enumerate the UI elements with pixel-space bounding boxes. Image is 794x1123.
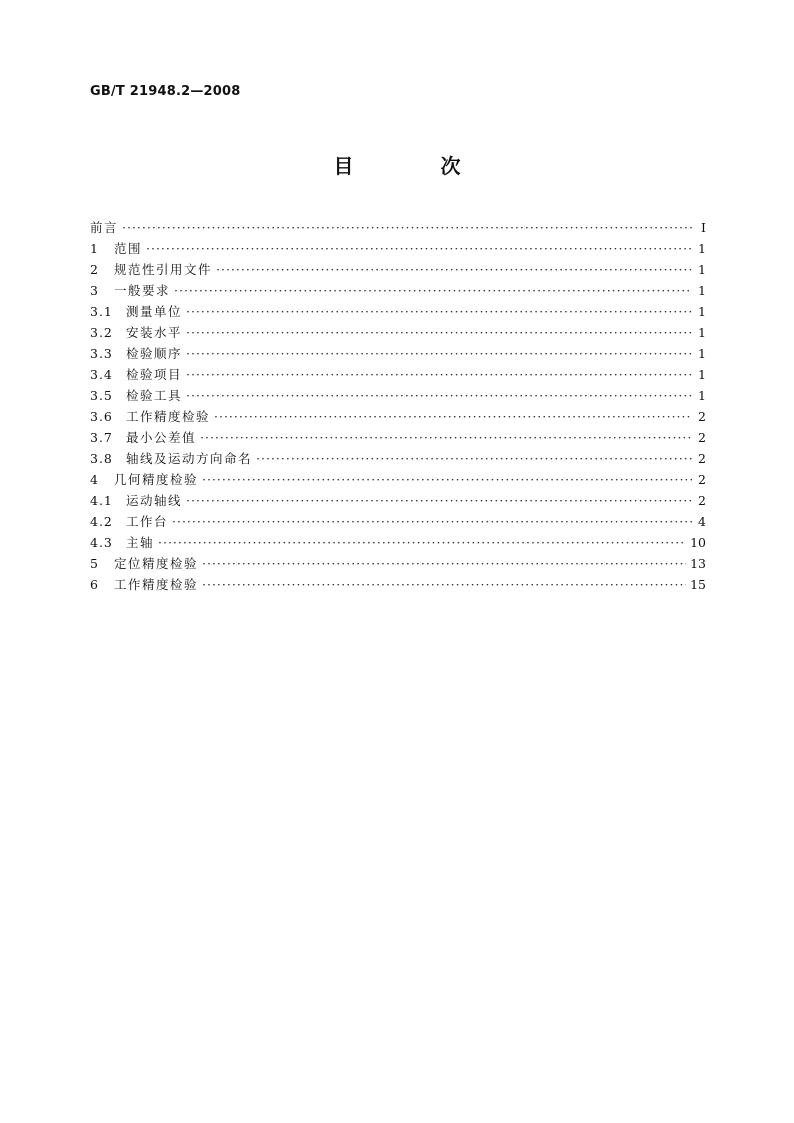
table-of-contents <box>90 218 706 596</box>
toc-entry-page: 15 <box>690 577 706 592</box>
toc-entry-number: 3.8 <box>90 451 113 466</box>
toc-entry-page: 13 <box>690 556 706 571</box>
toc-leader-dots <box>214 409 692 424</box>
toc-leader-dots <box>256 451 692 466</box>
toc-entry-page: 2 <box>698 451 706 466</box>
toc-entry-page: 1 <box>698 346 706 361</box>
toc-entry[interactable] <box>90 491 706 512</box>
toc-entry-page: 1 <box>698 262 706 277</box>
toc-entry-number: 4.1 <box>90 493 113 508</box>
toc-entry-label: 最小公差值 <box>126 430 197 445</box>
toc-entry[interactable] <box>90 260 706 281</box>
toc-entry[interactable] <box>90 470 706 491</box>
toc-entry-label: 轴线及运动方向命名 <box>126 451 253 466</box>
toc-entry-label: 规范性引用文件 <box>114 262 213 277</box>
toc-entry[interactable] <box>90 407 706 428</box>
toc-entry[interactable] <box>90 281 706 302</box>
toc-entry-label: 测量单位 <box>126 304 183 319</box>
toc-leader-dots <box>172 514 692 529</box>
toc-entry-number: 4.2 <box>90 514 113 529</box>
toc-entry-label: 工作台 <box>126 514 169 529</box>
toc-leader-dots <box>216 262 692 277</box>
toc-leader-dots <box>186 346 692 361</box>
toc-entry[interactable] <box>90 386 706 407</box>
toc-entry-number: 3.5 <box>90 388 113 403</box>
page-title: 目 次 <box>333 154 501 178</box>
toc-entry-number: 3 <box>90 283 98 298</box>
toc-entry[interactable] <box>90 512 706 533</box>
toc-entry-page: 1 <box>698 367 706 382</box>
toc-leader-dots <box>186 367 692 382</box>
toc-entry-label: 范围 <box>114 241 143 256</box>
toc-entry[interactable] <box>90 302 706 323</box>
toc-entry-page: 2 <box>698 472 706 487</box>
toc-entry[interactable] <box>90 344 706 365</box>
toc-entry[interactable] <box>90 428 706 449</box>
toc-entry[interactable] <box>90 365 706 386</box>
toc-leader-dots <box>200 430 692 445</box>
toc-leader-dots <box>186 388 692 403</box>
toc-leader-dots <box>202 472 692 487</box>
toc-entry-page: 1 <box>698 325 706 340</box>
toc-entry-number: 6 <box>90 577 98 592</box>
toc-leader-dots <box>158 535 686 550</box>
toc-entry-label: 检验工具 <box>126 388 183 403</box>
toc-entry-page: 2 <box>698 493 706 508</box>
toc-entry-number: 3.7 <box>90 430 113 445</box>
toc-entry[interactable] <box>90 533 706 554</box>
toc-entry-number: 3.2 <box>90 325 113 340</box>
toc-leader-dots <box>174 283 692 298</box>
toc-leader-dots <box>186 493 692 508</box>
toc-entry-number: 3.3 <box>90 346 113 361</box>
toc-entry-label: 定位精度检验 <box>114 556 199 571</box>
toc-leader-dots <box>122 220 692 235</box>
toc-entry-label: 检验顺序 <box>126 346 183 361</box>
toc-entry[interactable] <box>90 575 706 596</box>
toc-entry-number: 4 <box>90 472 98 487</box>
toc-entry-page: 1 <box>698 241 706 256</box>
toc-entry[interactable] <box>90 554 706 575</box>
toc-entry[interactable] <box>90 239 706 260</box>
toc-entry-number: 3.4 <box>90 367 113 382</box>
toc-entry-page: 1 <box>698 388 706 403</box>
toc-entry-label: 几何精度检验 <box>114 472 199 487</box>
toc-entry[interactable] <box>90 449 706 470</box>
toc-leader-dots <box>202 556 686 571</box>
toc-entry-page: 2 <box>698 430 706 445</box>
toc-entry-label: 一般要求 <box>114 283 171 298</box>
toc-leader-dots <box>202 577 686 592</box>
toc-leader-dots <box>146 241 692 256</box>
toc-entry-label: 运动轴线 <box>126 493 183 508</box>
toc-entry-label: 检验项目 <box>126 367 183 382</box>
toc-entry-page: Ⅰ <box>701 220 706 235</box>
toc-entry-number: 4.3 <box>90 535 113 550</box>
toc-entry-page: 4 <box>698 514 706 529</box>
toc-leader-dots <box>186 304 692 319</box>
toc-entry-number: 3.1 <box>90 304 113 319</box>
toc-entry-label: 安装水平 <box>126 325 183 340</box>
toc-entry-page: 1 <box>698 283 706 298</box>
toc-entry-number: 5 <box>90 556 98 571</box>
toc-entry-number: 1 <box>90 241 98 256</box>
toc-entry-page: 2 <box>698 409 706 424</box>
toc-entry-page: 1 <box>698 304 706 319</box>
toc-entry-label: 主轴 <box>126 535 155 550</box>
toc-leader-dots <box>186 325 692 340</box>
toc-entry[interactable] <box>90 218 706 239</box>
toc-entry[interactable] <box>90 323 706 344</box>
toc-entry-number: 3.6 <box>90 409 113 424</box>
toc-entry-label: 前言 <box>90 220 119 235</box>
toc-entry-page: 10 <box>690 535 706 550</box>
toc-entry-label: 工作精度检验 <box>126 409 211 424</box>
standard-code: GB/T 21948.2—2008 <box>90 84 241 99</box>
toc-entry-number: 2 <box>90 262 98 277</box>
toc-entry-label: 工作精度检验 <box>114 577 199 592</box>
